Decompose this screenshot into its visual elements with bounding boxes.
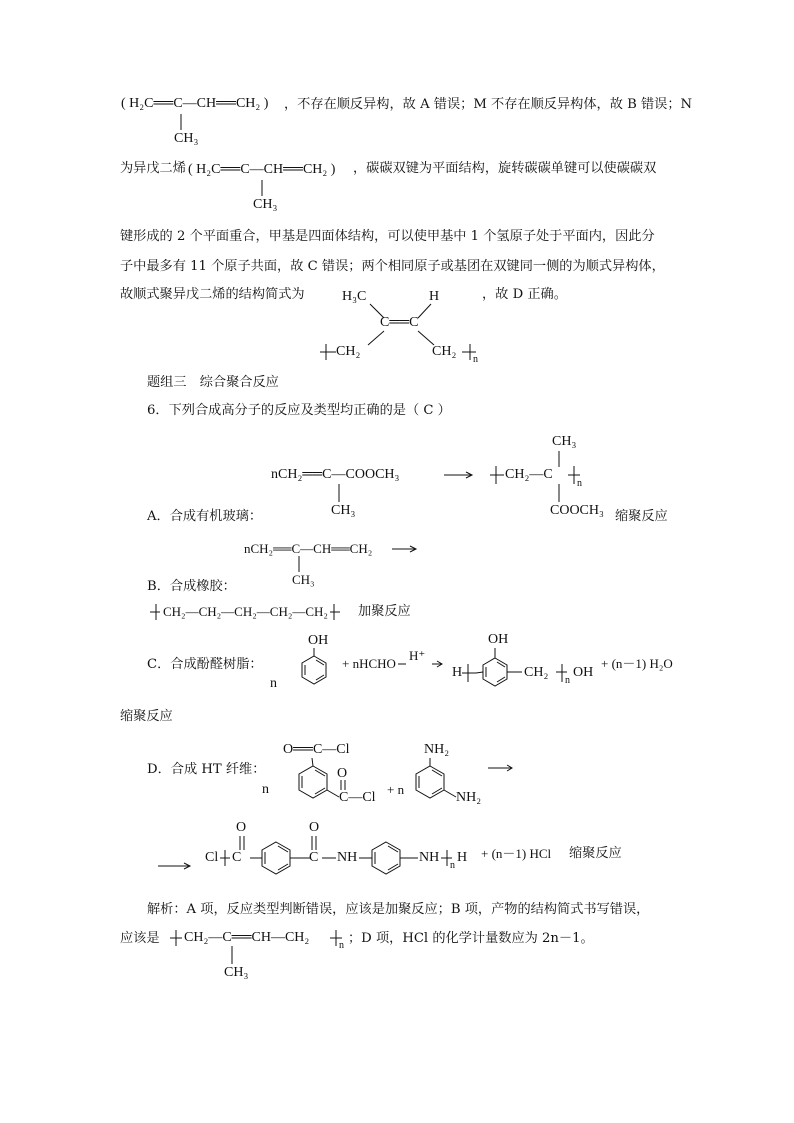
cis-h: H <box>429 289 440 304</box>
optC-n: n <box>270 676 277 691</box>
analysis-post: ；D 项，HCl 的化学计量数应为 2n－1。 <box>348 931 594 946</box>
optD-prod-h: H <box>457 850 468 865</box>
optD-nh2-right: NH₂ <box>456 790 482 805</box>
optB-product: CH₂—CH₂—CH₂—CH₂—CH₂ <box>163 604 328 619</box>
svg-text:n: n <box>473 354 478 365</box>
question-6: 6．下列合成高分子的反应及类型均正确的是（ C ） <box>147 403 451 418</box>
optC-water: + (n－1) H₂O <box>601 656 673 671</box>
analysis-methyl: CH₃ <box>224 965 249 980</box>
optB-type: 加聚反应 <box>358 604 411 619</box>
optB-reactant-methyl: CH₃ <box>292 572 315 587</box>
text-line-4: 子中最多有 11 个原子共面，故 C 错误；两个相同原子或基团在双键同一侧的为顺式异构体， <box>120 259 665 274</box>
optD-prod-o1: O <box>236 820 247 835</box>
optA-product-methyl: CH₃ <box>552 434 577 449</box>
optD-prod-cl: Cl <box>205 850 219 865</box>
methyl-label-1: CH₃ <box>174 131 199 146</box>
text-line-3: 键形成的 2 个平面重合，甲基是四面体结构，可以使甲基中 1 个氢原子处于平面内，因此分 <box>120 229 655 244</box>
optD-acyl-top: O══C—Cl <box>283 742 350 757</box>
section-title: 题组三 综合聚合反应 <box>147 375 279 390</box>
analysis-line-1: 解析：A 项，反应类型判断错误，应该是加聚反应；B 项，产物的结构简式书写错误， <box>147 902 650 917</box>
optD-prod-nh-end: NH <box>419 850 440 865</box>
optD-prod-o2: O <box>309 820 320 835</box>
optC-plus-hcho: + nHCHO <box>342 656 396 671</box>
optA-label: A．合成有机玻璃： <box>147 509 263 524</box>
text-line-2: ，碳碳双键为平面结构，旋转碳碳单键可以使碳碳双 <box>353 161 657 176</box>
optD-o: O <box>337 766 348 781</box>
svg-text:n: n <box>339 940 344 951</box>
optC-ch2: CH₂ <box>524 665 549 680</box>
optD-type: 缩聚反应 <box>569 846 622 861</box>
optB-label: B．合成橡胶： <box>147 579 236 594</box>
optA-reactant-methyl: CH₃ <box>331 503 356 518</box>
isoprene-formula-2: ( H₂C══C—CH══CH₂ ) <box>188 162 336 177</box>
isoprene-formula-1: ( H₂C══C—CH══CH₂ ) <box>121 96 269 111</box>
analysis-formula: CH₂—C══CH—CH₂ <box>184 930 310 945</box>
optD-nh2-top: NH₂ <box>424 742 450 757</box>
optA-product-chain: CH₂—C <box>505 467 553 482</box>
cis-h3c: H₃C <box>342 289 367 304</box>
optA-product-ester: COOCH₃ <box>550 503 604 518</box>
svg-text:n: n <box>577 478 582 489</box>
svg-text:n: n <box>565 675 570 686</box>
optD-plus-n: + n <box>387 782 405 797</box>
optD-prod-c1: C <box>232 850 242 865</box>
optB-reactant: nCH₂══C—CH══CH₂ <box>244 541 373 556</box>
optD-n: n <box>262 782 269 797</box>
optD-prod-nh: NH <box>337 850 358 865</box>
text-line-1: ，不存在顺反异构，故 A 错误；M 不存在顺反异构体，故 B 错误；N <box>284 97 693 112</box>
optD-hcl: + (n－1) HCl <box>481 846 552 861</box>
optC-tail-oh: OH <box>573 665 594 680</box>
optC-catalyst: H⁺ <box>409 648 426 663</box>
optD-acyl-right: C—Cl <box>339 790 376 805</box>
text-line-5-pre: 故顺式聚异戊二烯的结构简式为 <box>120 287 305 302</box>
optC-phenol-oh: OH <box>308 633 329 648</box>
optC-product-oh: OH <box>488 632 509 647</box>
svg-text:n: n <box>450 860 455 871</box>
optA-type: 缩聚反应 <box>615 509 668 524</box>
optD-prod-c2: C <box>309 850 319 865</box>
optC-type: 缩聚反应 <box>120 709 173 724</box>
optD-label: D．合成 HT 纤维： <box>147 762 266 777</box>
analysis-pre: 应该是 <box>120 931 160 946</box>
optC-h: H <box>452 665 463 680</box>
text-line-5-post: ，故 D 正确。 <box>482 287 567 302</box>
cis-ch2-left: CH₂ <box>336 344 361 359</box>
optA-reactant: nCH₂══C—COOCH₃ <box>271 467 400 482</box>
cis-cc: C══C <box>380 315 419 330</box>
optC-label: C．合成酚醛树脂： <box>147 657 263 672</box>
text-line-2-pre: 为异戊二烯 <box>120 161 186 176</box>
cis-ch2-right: CH₂ <box>432 344 457 359</box>
methyl-label-2: CH₃ <box>253 197 278 212</box>
